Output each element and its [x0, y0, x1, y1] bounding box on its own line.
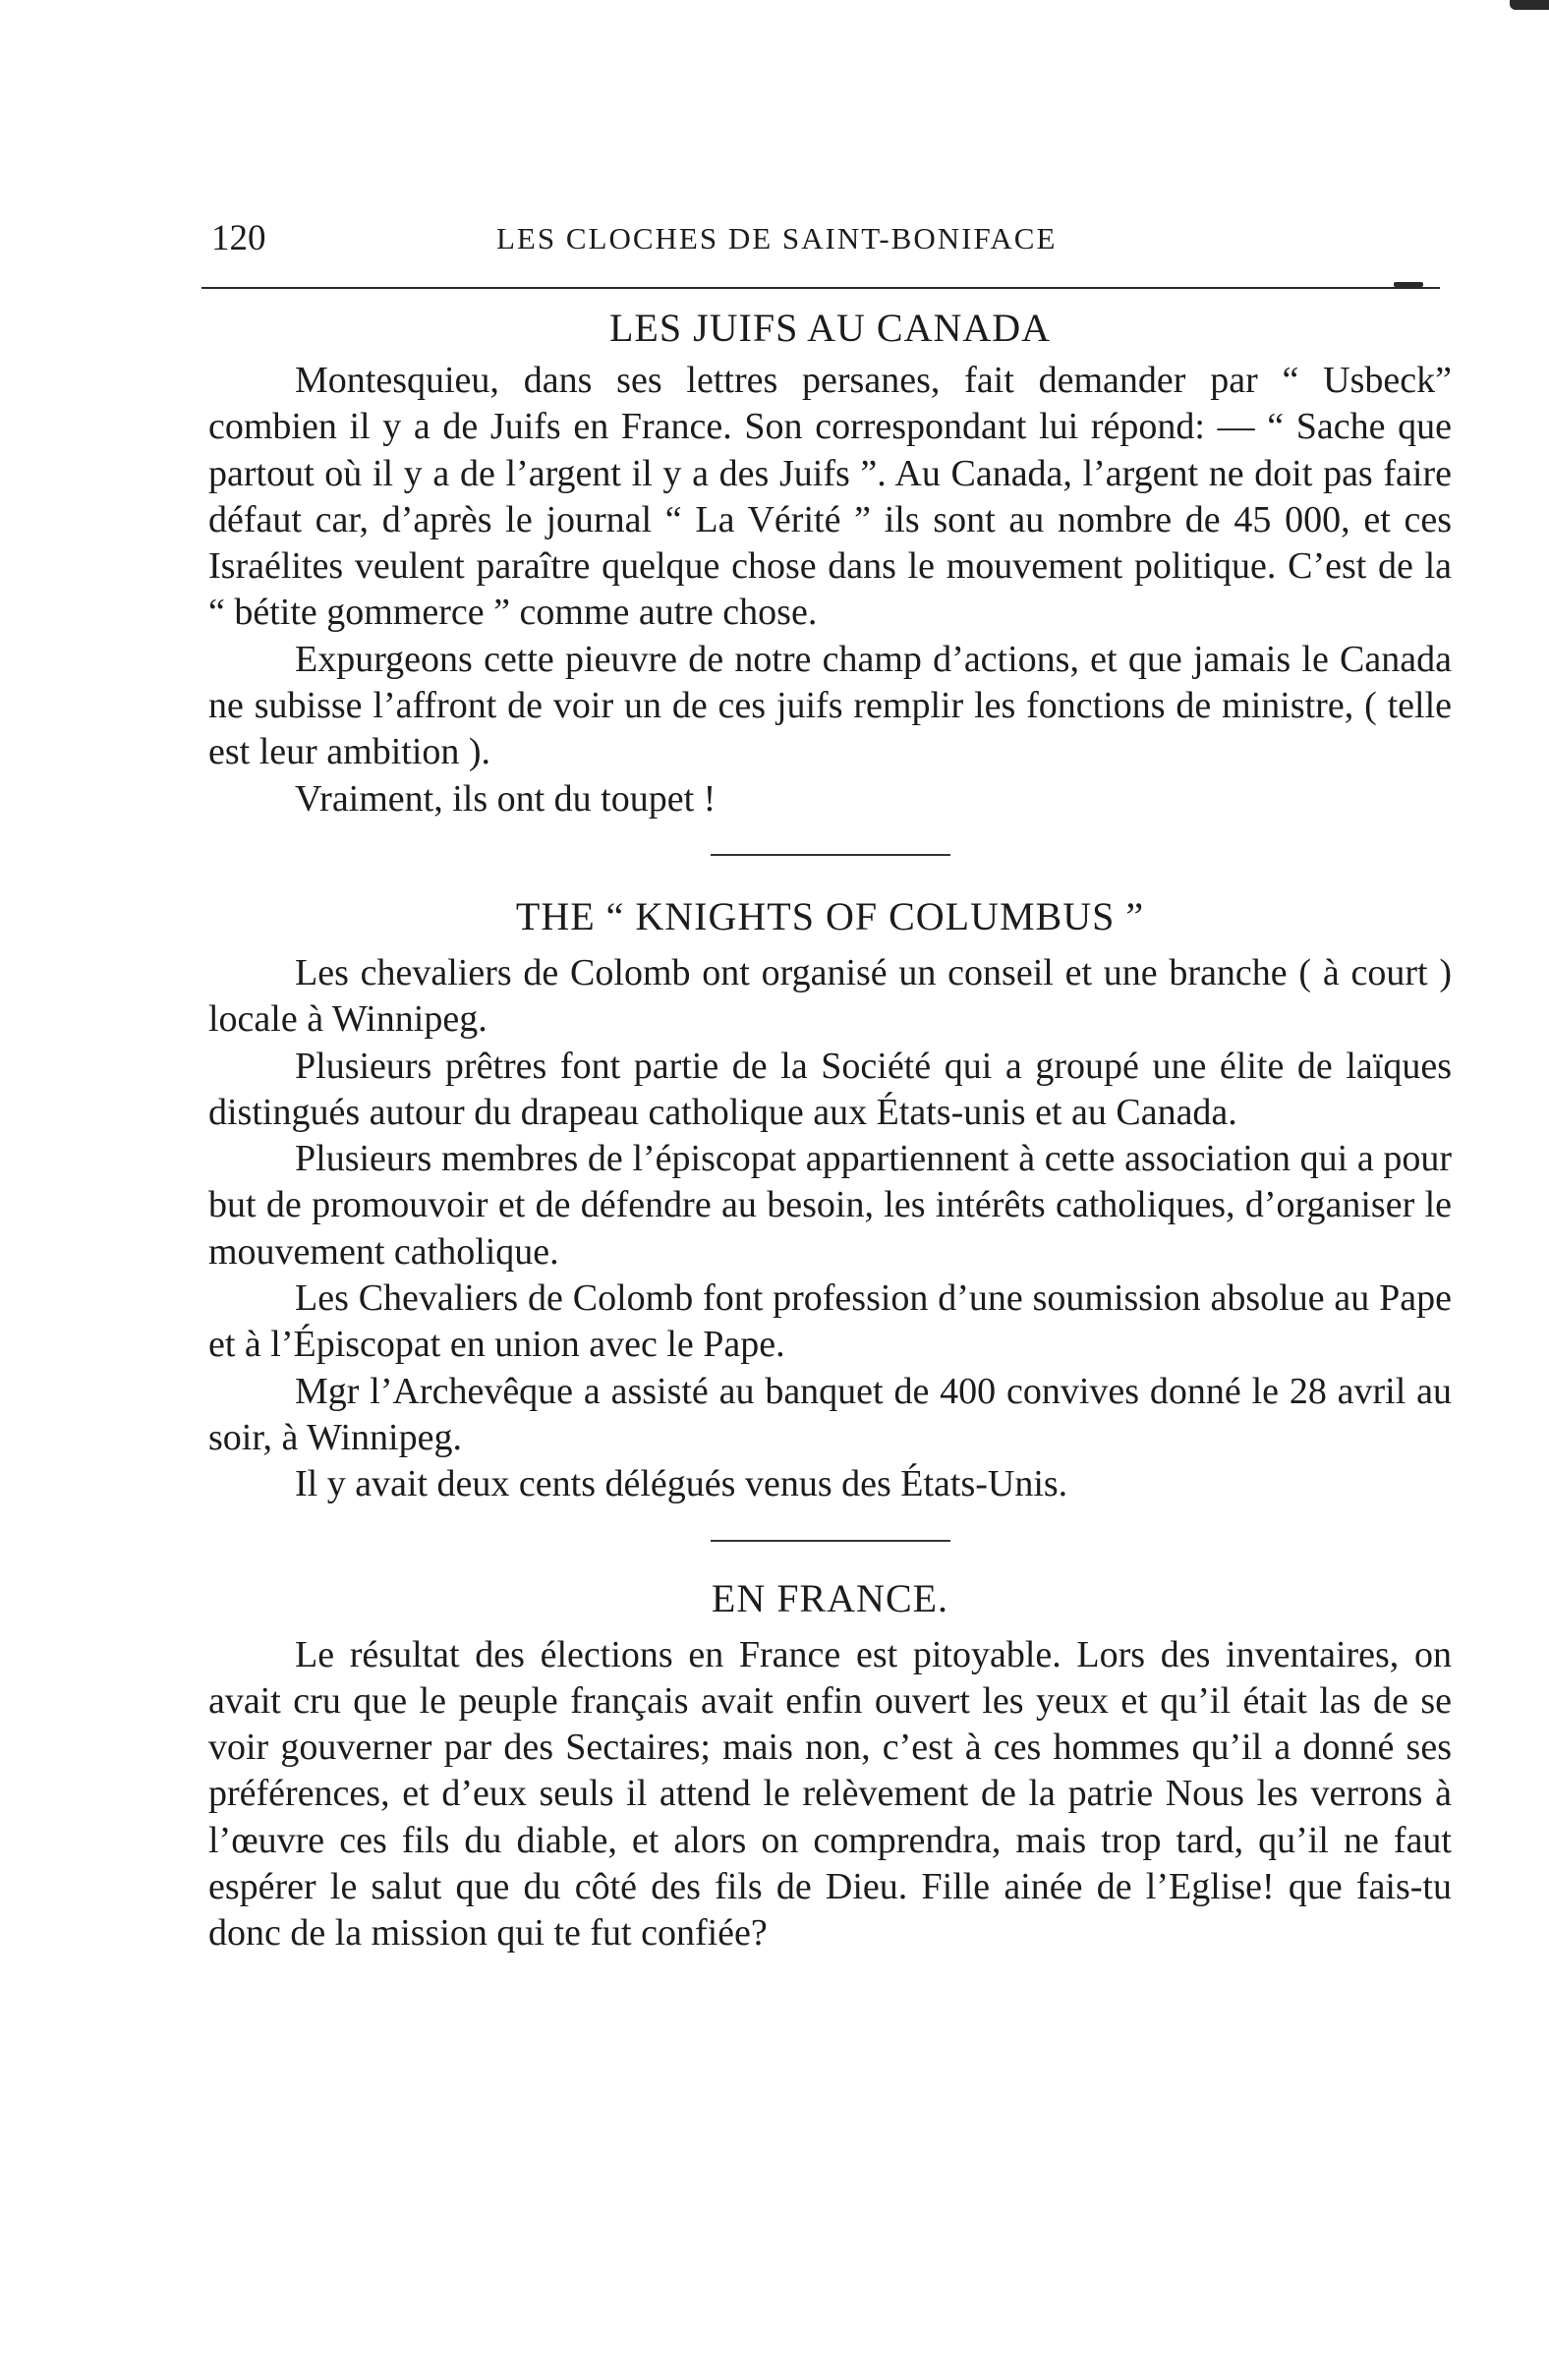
- scan-artifact: [1510, 0, 1549, 10]
- paragraph: Les chevaliers de Colomb ont organisé un conseil et une branche ( à court ) locale à Winnipeg.: [208, 951, 1452, 1041]
- running-head: [211, 214, 1445, 263]
- paragraph: Le résultat des élections en France est pitoyable. Lors des inventaires, on avait cru que le peuple français avait enfin ouvert les yeux et qu’il était las de se voir gouverner par des Sectaires; mais non, c’est à ces hommes qu’il a donné ses préférences, et d’eux seuls il attend le relèvement de la patrie Nous les verrons à l’œuvre ces fils du diable, et alors on comprendra, mais trop tard, qu’il ne faut espérer le salut que du côté des fils de Dieu. Fille ainée de l’Eglise! que fais-tu donc de la mission qui te fut confiée?: [208, 1633, 1452, 1955]
- paragraph: Montesquieu, dans ses lettres persanes, fait demander par “ Usbeck” combien il y a de Juifs en France. Son correspondant lui répond: — “ Sache que partout où il y a de l’argent il y a des Juifs ”. Au Canada, l’argent ne doit pas faire défaut car, d’après le journal “ La Vérité ” ils sont au nombre de 45 000, et ces Israélites veulent paraître quelque chose dans le mouvement politique. C’est de la “ bétite gommerce ” comme autre chose.: [208, 360, 1452, 634]
- paragraph: Plusieurs membres de l’épiscopat appartiennent à cette association qui a pour but de promouvoir et de défendre au besoin, les intérêts catholiques, d’organiser le mouvement catholique.: [208, 1138, 1452, 1273]
- section-separator: [711, 854, 950, 856]
- paragraph: Expurgeons cette pieuvre de notre champ d’actions, et que jamais le Canada ne subisse l’affront de voir un de ces juifs remplir les fonctions de ministre, ( telle est leur ambition ).: [208, 638, 1452, 773]
- section-title-france: EN FRANCE.: [711, 1575, 949, 1620]
- header-rule-mark: [1394, 282, 1423, 287]
- header-rule: [201, 287, 1440, 289]
- page-body: [208, 303, 1452, 1957]
- paragraph: Il y avait deux cents délégués venus des États-Unis.: [295, 1463, 1068, 1505]
- running-title: LES CLOCHES DE SAINT-BONIFACE: [496, 221, 1058, 255]
- section-title-knights: THE “ KNIGHTS OF COLUMBUS ”: [515, 893, 1145, 938]
- paragraph: Les Chevaliers de Colomb font profession d’une soumission absolue au Pape et à l’Épiscopat en union avec le Pape.: [208, 1277, 1452, 1366]
- paragraph: Mgr l’Archevêque a assisté au banquet de 400 convives donné le 28 avril au soir, à Winnipeg.: [208, 1370, 1452, 1458]
- section-separator: [711, 1540, 950, 1542]
- paragraph: Plusieurs prêtres font partie de la Société qui a groupé une élite de laïques distingués autour du drapeau catholique aux États-unis et au Canada.: [208, 1045, 1452, 1133]
- paragraph: Vraiment, ils ont du toupet !: [295, 777, 717, 820]
- section-title-juifs: LES JUIFS AU CANADA: [608, 306, 1052, 350]
- page-number: 120: [211, 218, 266, 258]
